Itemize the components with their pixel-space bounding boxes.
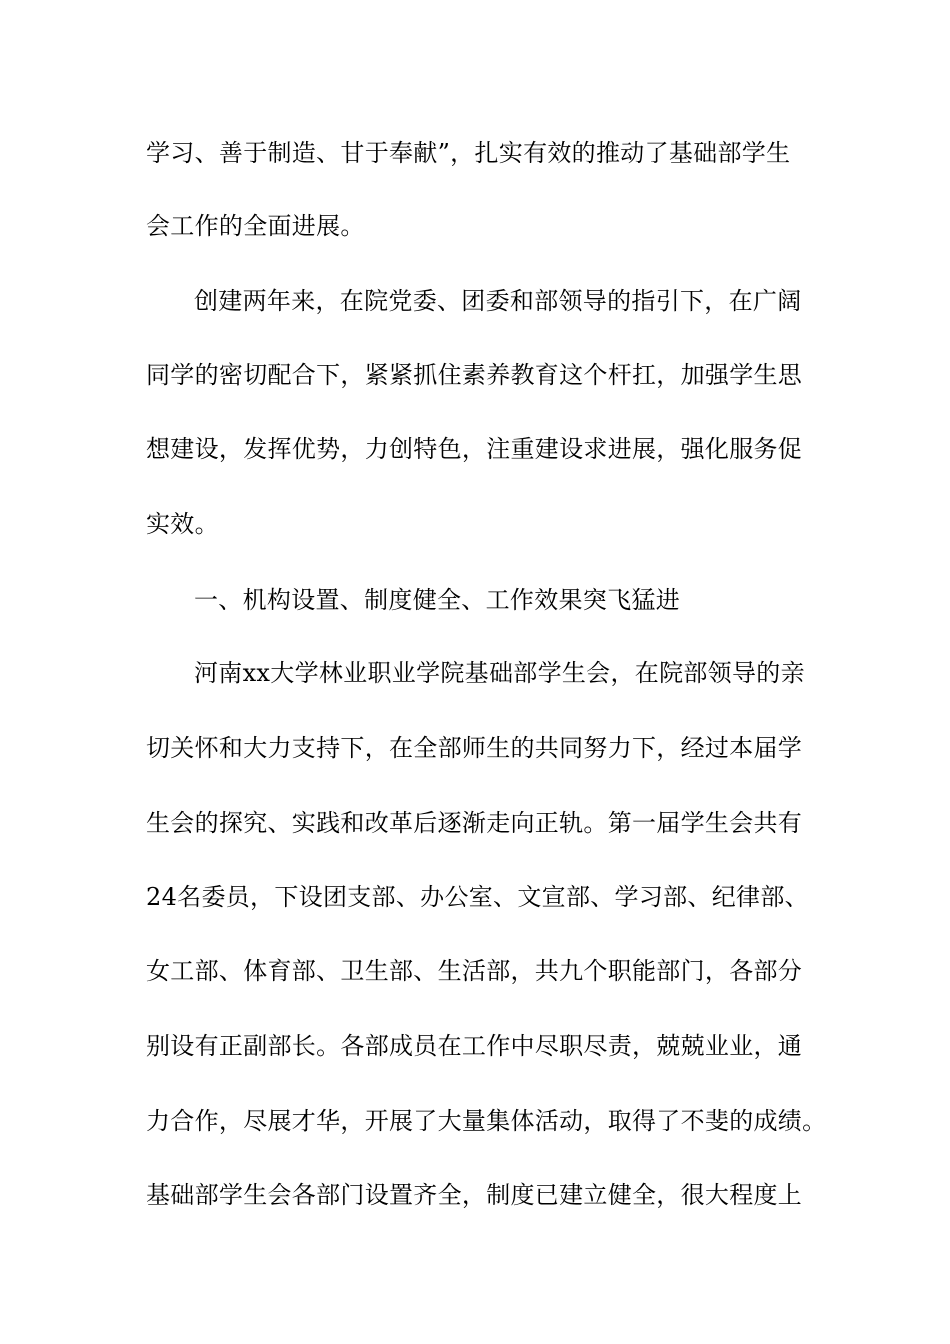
paragraph-line: 同学的密切配合下，紧紧抓住素养教育这个杆扛，加强学生思 — [146, 361, 803, 389]
paragraph-line: 河南xx大学林业职业学院基础部学生会，在院部领导的亲 — [194, 659, 805, 687]
paragraph-line: 基础部学生会各部门设置齐全，制度已建立健全，很大程度上 — [146, 1181, 803, 1209]
paragraph-line: 生会的探究、实践和改革后逐渐走向正轨。第一届学生会共有 — [146, 809, 803, 837]
paragraph-line: 学习、善于制造、甘于奉献”，扎实有效的推动了基础部学生 — [146, 139, 791, 167]
paragraph-line: 创建两年来，在院党委、团委和部领导的指引下，在广阔 — [194, 287, 802, 315]
paragraph-line: 实效。 — [146, 510, 219, 538]
paragraph-line: 女工部、体育部、卫生部、生活部，共九个职能部门，各部分 — [146, 957, 803, 985]
paragraph-line: 别设有正副部长。各部成员在工作中尽职尽责，兢兢业业，通 — [146, 1032, 803, 1060]
paragraph-line: 切关怀和大力支持下，在全部师生的共同努力下，经过本届学 — [146, 734, 803, 762]
paragraph-line: 24名委员，下设团支部、办公室、文宣部、学习部、纪律部、 — [146, 883, 809, 911]
paragraph-line: 力合作，尽展才华，开展了大量集体活动，取得了不斐的成绩。 — [146, 1107, 827, 1135]
paragraph-line: 想建设，发挥优势，力创特色，注重建设求进展，强化服务促 — [146, 435, 803, 463]
section-heading: 一、机构设置、制度健全、工作效果突飞猛进 — [194, 586, 680, 614]
paragraph-line: 会工作的全面进展。 — [146, 212, 365, 240]
